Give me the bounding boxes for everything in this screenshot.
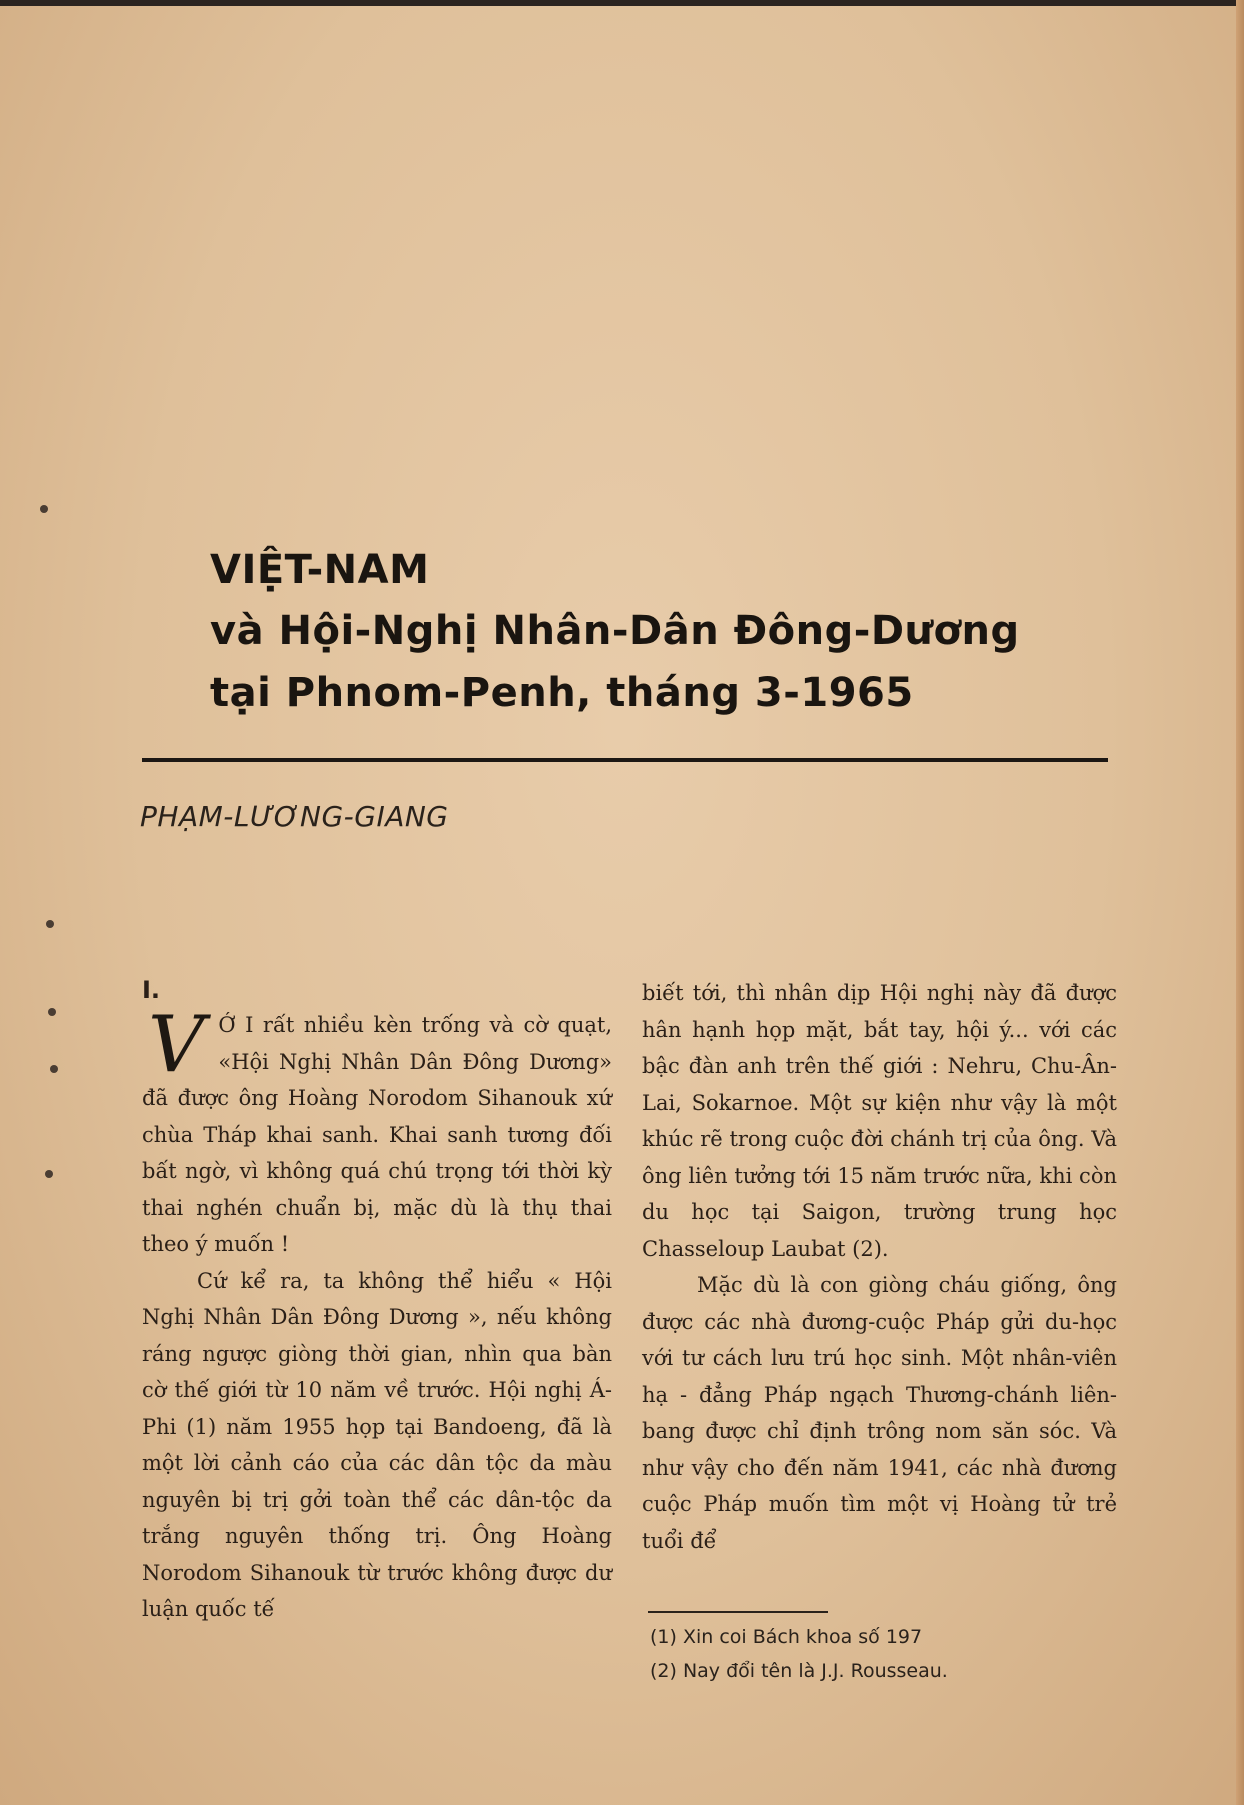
footnote-2: (2) Nay đổi tên là J.J. Rousseau. (650, 1660, 948, 1682)
title-line-3: tại Phnom-Penh, tháng 3-1965 (210, 670, 914, 716)
paragraph: Cứ kể ra, ta không thể hiểu « Hội Nghị Nhân Dân Đông Dương », nếu không ráng ngược giòng thời gian, nhìn qua bàn cờ thế giới từ 10 năm về trước. Hội nghị Á-Phi (1) năm 1955 họp tại Bandoeng, đã là một lời cảnh cáo của các dân tộc da màu nguyên bị trị gởi toàn thể các dân-tộc da trắng nguyên thống trị. Ông Hoàng Norodom Sihanouk từ trước không được dư luận quốc tế (142, 1268, 612, 1621)
paragraph: biết tới, thì nhân dịp Hội nghị này đã được hân hạnh họp mặt, bắt tay, hội ý... với các bậc đàn anh trên thế giới : Nehru, Chu-Ân-Lai, Sokarnoe. Một sự kiện như vậy là một khúc rẽ trong cuộc đời chánh trị của ông. Và ông liên tưởng tới 15 năm trước nữa, khi còn du học tại Saigon, trường trung học Chasseloup Laubat (2). (642, 981, 1117, 1261)
drop-cap: V (148, 1000, 205, 1090)
title-line-2: và Hội-Nghị Nhân-Dân Đông-Dương (210, 608, 1020, 654)
punch-hole-mark (48, 1008, 56, 1016)
right-column (642, 975, 1117, 1559)
footnote-rule (648, 1611, 828, 1613)
title-rule (142, 758, 1108, 762)
page-top-edge (0, 0, 1244, 6)
punch-hole-mark (45, 1170, 53, 1178)
paragraph: Mặc dù là con giòng cháu giống, ông được các nhà đương-cuộc Pháp gửi du-học với tư cách lưu trú học sinh. Một nhân-viên hạ - đẳng Pháp ngạch Thương-chánh liên-bang được chỉ định trông nom săn sóc. Và như vậy cho đến năm 1941, các nhà đương cuộc Pháp muốn tìm một vị Hoàng tử trẻ tuổi để (642, 1273, 1117, 1553)
footnote-1: (1) Xin coi Bách khoa số 197 (650, 1626, 923, 1648)
article-title (210, 540, 1130, 724)
left-column (142, 975, 612, 1628)
paragraph: Ớ I rất nhiều kèn trống và cờ quạt, «Hội Nghị Nhân Dân Đông Dương» đã được ông Hoàng Norodom Sihanouk xứ chùa Tháp khai sanh. Khai sanh tương đối bất ngờ, vì không quá chú trọng tới thời kỳ thai nghén chuẩn bị, mặc dù là thụ thai theo ý muốn ! (142, 1013, 612, 1256)
punch-hole-mark (46, 920, 54, 928)
title-line-1: VIỆT-NAM (210, 547, 430, 593)
author-byline: PHẠM-LƯƠNG-GIANG (140, 800, 449, 833)
page-right-edge (1236, 0, 1244, 1805)
footnotes (650, 1620, 1120, 1688)
section-number: I. (142, 976, 161, 1004)
punch-hole-mark (40, 505, 48, 513)
punch-hole-mark (50, 1065, 58, 1073)
